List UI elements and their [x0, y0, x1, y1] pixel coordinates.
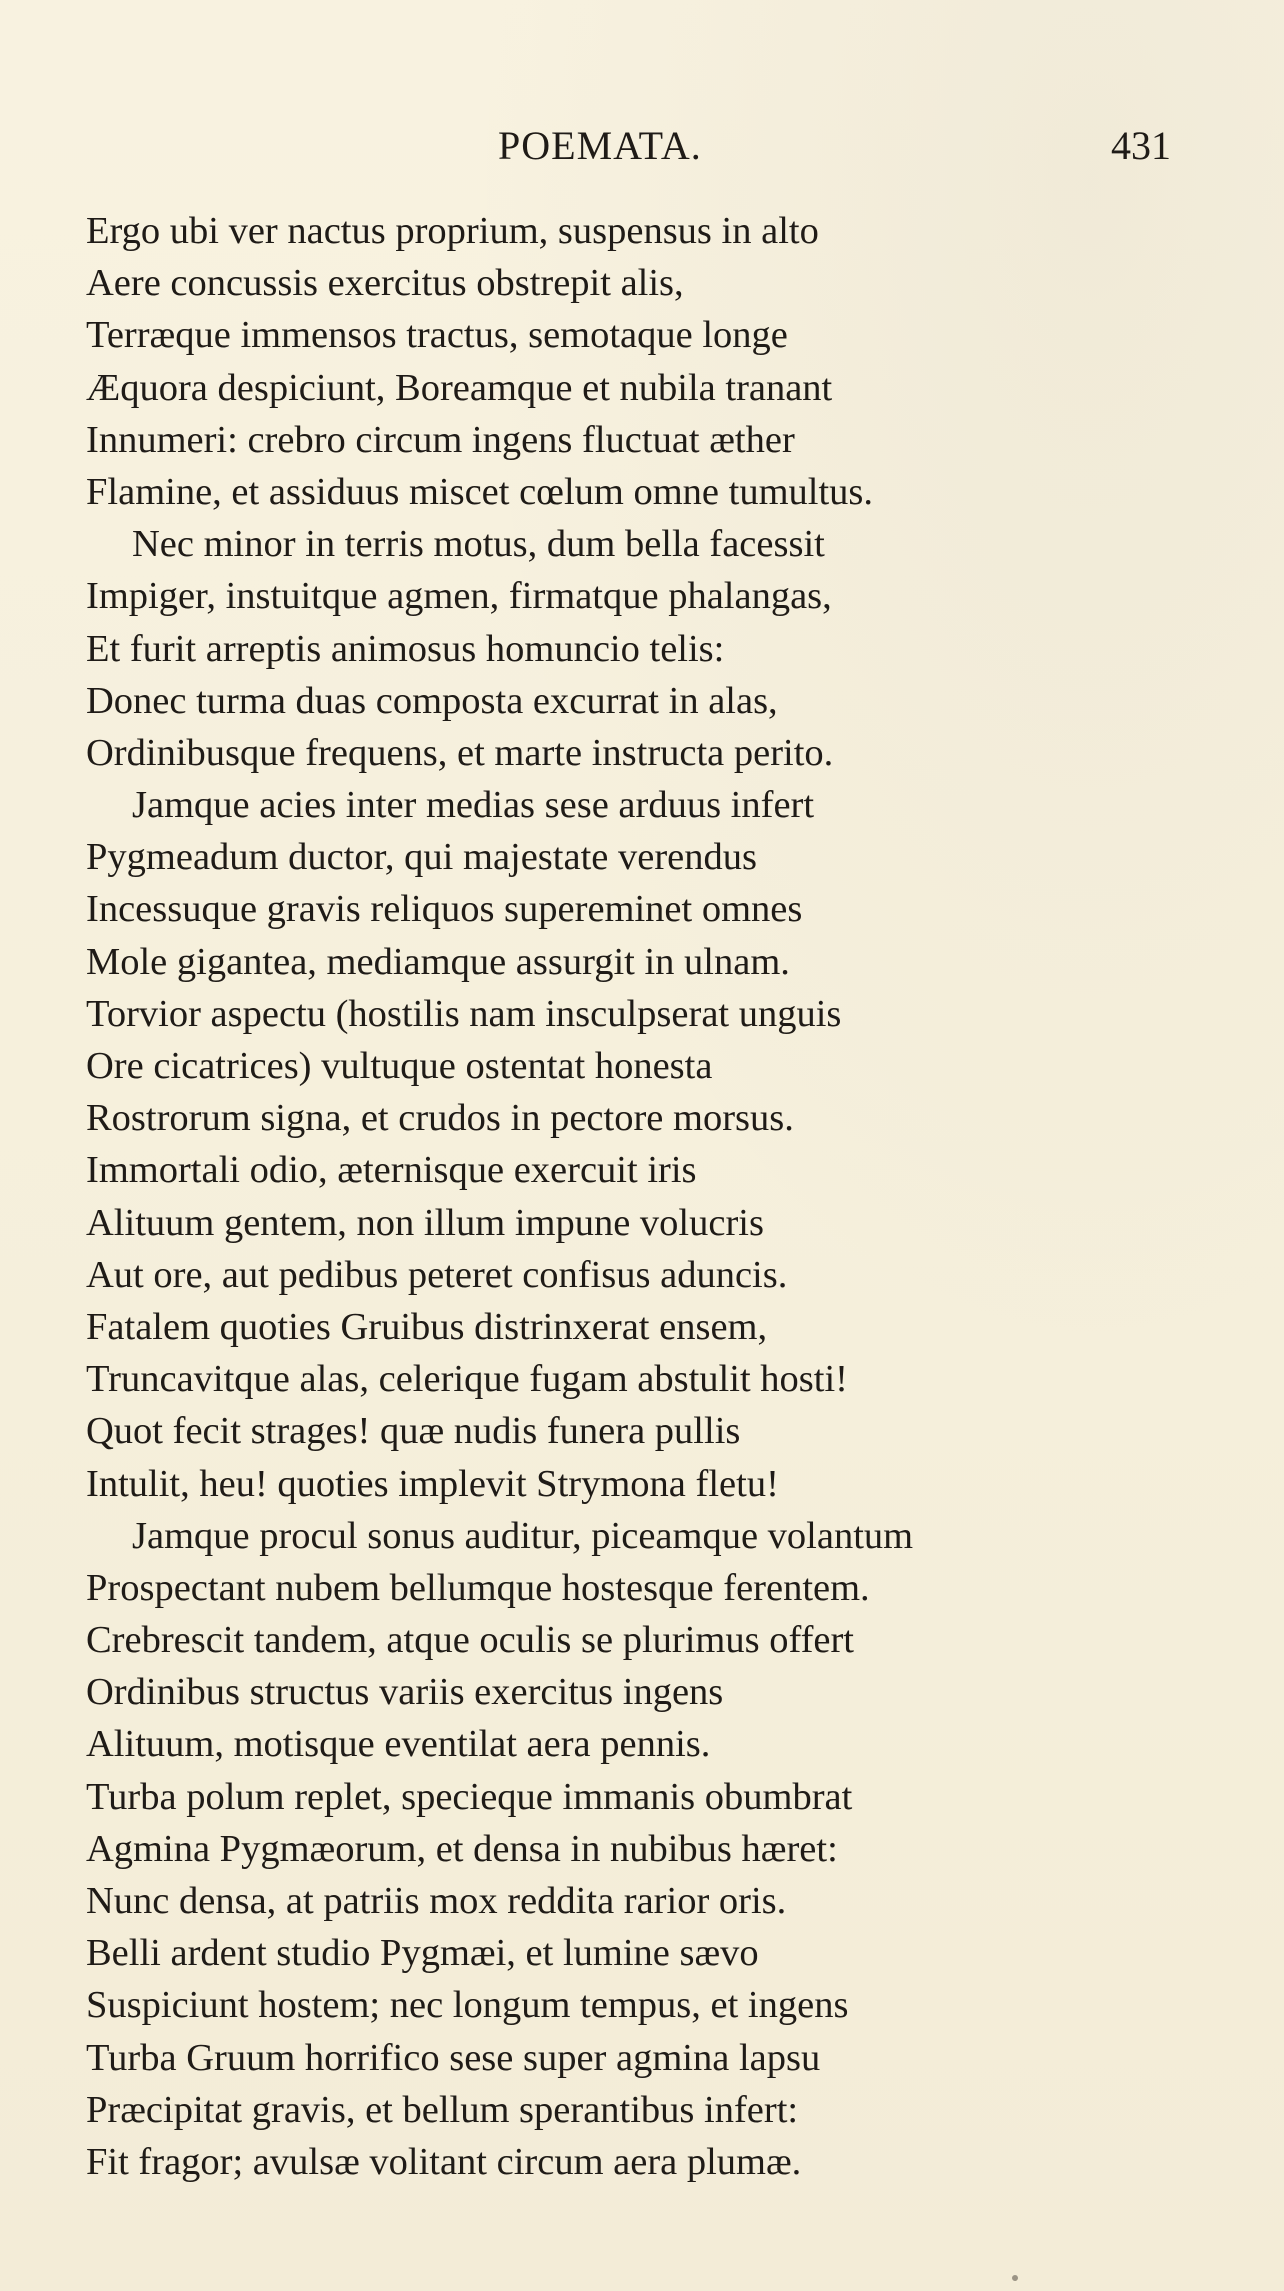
- verse-line: Immortali odio, æternisque exercuit iris: [86, 1149, 697, 1192]
- verse-line: Belli ardent studio Pygmæi, et lumine sævo: [86, 1932, 759, 1975]
- verse-line: Crebrescit tandem, atque oculis se plurimus offert: [86, 1619, 855, 1662]
- verse-line: Ergo ubi ver nactus proprium, suspensus in alto: [86, 210, 819, 252]
- verse-line: Alituum, motisque eventilat aera pennis.: [86, 1723, 711, 1766]
- verse-line: Impiger, instuitque agmen, firmatque phalangas,: [86, 575, 832, 618]
- verse-line: Æquora despiciunt, Boreamque et nubila tranant: [86, 366, 833, 409]
- verse-line: Fatalem quoties Gruibus distrinxerat ensem,: [86, 1305, 768, 1348]
- verse-line: Præcipitat gravis, et bellum sperantibus infert:: [86, 2088, 799, 2131]
- verse-line: Truncavitque alas, celerique fugam abstulit hosti!: [86, 1358, 848, 1401]
- page-title: POEMATA.: [498, 123, 702, 168]
- running-head: [0, 122, 1284, 182]
- verse-line: Mole gigantea, mediamque assurgit in ulnam.: [86, 940, 790, 983]
- verse-line: Torvior aspectu (hostilis nam insculpserat unguis: [86, 992, 842, 1035]
- verse-line: Innumeri: crebro circum ingens fluctuat æther: [86, 418, 795, 461]
- verse-line: Nec minor in terris motus, dum bella facessit: [132, 523, 825, 566]
- verse-line: Jamque acies inter medias sese arduus infert: [132, 784, 815, 827]
- verse-line: Et furit arreptis animosus homuncio telis:: [86, 627, 725, 670]
- verse-line: Turba polum replet, specieque immanis obumbrat: [86, 1775, 853, 1818]
- verse-line: Terræque immensos tractus, semotaque longe: [86, 314, 788, 357]
- verse-line: Turba Gruum horrifico sese super agmina lapsu: [86, 2036, 821, 2079]
- verse-line: Fit fragor; avulsæ volitant circum aera plumæ.: [86, 2140, 802, 2183]
- verse-line: Aut ore, aut pedibus peteret confisus aduncis.: [86, 1253, 788, 1296]
- verse-line: Ordinibus structus variis exercitus ingens: [86, 1671, 724, 1714]
- poem-text: [86, 205, 1246, 2188]
- verse-line: Agmina Pygmæorum, et densa in nubibus hæret:: [86, 1827, 838, 1870]
- ink-speck: [1012, 2275, 1018, 2281]
- verse-line: Jamque procul sonus auditur, piceamque volantum: [132, 1514, 914, 1557]
- verse-line: Ordinibusque frequens, et marte instructa perito.: [86, 731, 834, 774]
- verse-line: Flamine, et assiduus miscet cœlum omne tumultus.: [86, 470, 874, 513]
- verse-line: Nunc densa, at patriis mox reddita rarior oris.: [86, 1880, 787, 1922]
- verse-line: Donec turma duas composta excurrat in alas,: [86, 679, 778, 722]
- verse-line: Incessuque gravis reliquos supereminet omnes: [86, 888, 803, 931]
- verse-line: Rostrorum signa, et crudos in pectore morsus.: [86, 1097, 794, 1140]
- verse-line: Pygmeadum ductor, qui majestate verendus: [86, 836, 757, 879]
- verse-line: Prospectant nubem bellumque hostesque ferentem.: [86, 1566, 870, 1609]
- verse-line: Quot fecit strages! quæ nudis funera pullis: [86, 1410, 741, 1453]
- verse-line: Suspiciunt hostem; nec longum tempus, et ingens: [86, 1984, 849, 2027]
- verse-line: Intulit, heu! quoties implevit Strymona fletu!: [86, 1462, 779, 1505]
- verse-line: Alituum gentem, non illum impune volucris: [86, 1201, 764, 1244]
- verse-line: Aere concussis exercitus obstrepit alis,: [86, 262, 684, 305]
- page-number: 431: [1111, 123, 1171, 168]
- verse-line: Ore cicatrices) vultuque ostentat honesta: [86, 1045, 713, 1087]
